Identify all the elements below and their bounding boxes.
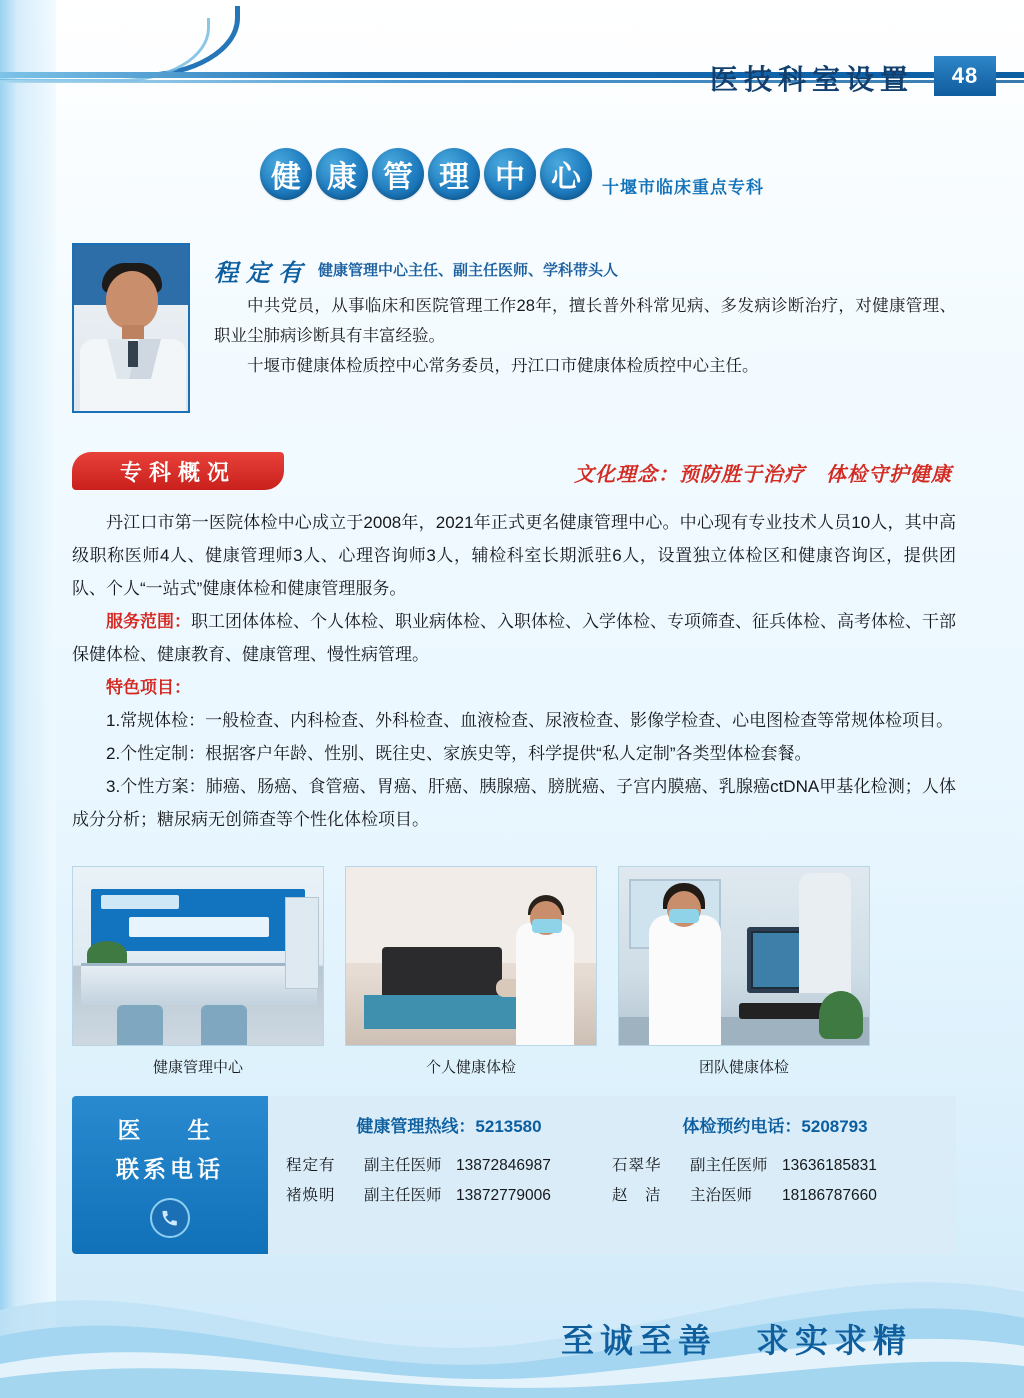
photo3-doctor-mask — [669, 909, 699, 923]
contact-row — [286, 1181, 612, 1211]
contact-label-line1: 医 生 — [117, 1118, 223, 1144]
photo1-counter — [81, 963, 317, 1005]
service-scope-text: 职工团体体检、个人体检、职业病体检、入职体检、入学体检、专项筛查、征兵体检、高考体检、干部保健体检、健康教育、健康管理、慢性病管理。 — [72, 612, 956, 664]
photo1-sign-text — [129, 917, 269, 937]
footer-motto: 至诚至善 求实求精 — [561, 1321, 912, 1360]
photo2-nurse-mask — [532, 919, 562, 933]
hotline-health-management: 健康管理热线：5213580 — [356, 1117, 542, 1136]
title-subtitle: 十堰市临床重点专科 — [602, 178, 764, 197]
header-section-title: 医技科室设置 — [709, 63, 914, 96]
feature-item: 1.常规体检：一般检查、内科检查、外科检查、血液检查、尿液检查、影像学检查、心电图检查等常规体检项目。 — [106, 711, 954, 730]
title-bubble: 康 — [316, 148, 368, 200]
title-bubble: 中 — [484, 148, 536, 200]
contact-phone: 18186787660 — [782, 1187, 877, 1204]
left-decorative-band-inner — [0, 0, 16, 1398]
doctor-bio-paragraph-1: 中共党员，从事临床和医院管理工作28年，擅长普外科常见病、多发病诊断治疗，对健康管理、职业尘肺病诊断具有丰富经验。 — [214, 297, 956, 345]
contact-row — [286, 1151, 612, 1181]
culture-slogan: 文化理念：预防胜于治疗 体检守护健康 — [574, 462, 952, 486]
contact-title: 主治医师 — [690, 1187, 753, 1204]
contact-name: 褚焕明 — [286, 1187, 336, 1204]
photo-item — [618, 866, 870, 1077]
photo2-nurse-body — [516, 923, 574, 1046]
photo3-plant — [819, 991, 863, 1039]
contact-column-left — [286, 1151, 612, 1211]
photo-caption: 团队健康体检 — [698, 1059, 789, 1076]
service-scope-paragraph — [72, 605, 956, 671]
contact-name: 赵 洁 — [612, 1187, 662, 1204]
hotline-appointment: 体检预约电话：5208793 — [682, 1117, 868, 1136]
contact-title: 副主任医师 — [364, 1187, 442, 1204]
contact-title: 副主任医师 — [364, 1157, 442, 1174]
contact-row — [612, 1151, 938, 1181]
doctor-bio-paragraph-2: 十堰市健康体检质控中心常务委员，丹江口市健康体检质控中心主任。 — [247, 357, 759, 375]
contact-title: 副主任医师 — [690, 1157, 768, 1174]
photo3-doctor-body — [649, 915, 721, 1046]
photo1-stool — [117, 1005, 163, 1045]
title-bubble: 心 — [540, 148, 592, 200]
feature-item: 3.个性方案：肺癌、肠癌、食管癌、胃癌、肝癌、胰腺癌、膀胱癌、子宫内膜癌、乳腺癌ctDNA甲基化检测；人体成分分析；糖尿病无创筛查等个性化体检项目。 — [72, 777, 956, 829]
photo1-stool — [201, 1005, 247, 1045]
photo-caption: 健康管理中心 — [152, 1059, 243, 1076]
doctor-portrait-photo — [72, 243, 190, 413]
photo1-door — [285, 897, 319, 989]
title-bubble: 健 — [260, 148, 312, 200]
footer-wave-decoration — [0, 1218, 1024, 1398]
overview-body — [72, 506, 956, 836]
photo-team-exam — [618, 866, 870, 1046]
contact-column-right — [612, 1151, 938, 1211]
title-bubble: 理 — [428, 148, 480, 200]
bubble-title — [260, 148, 592, 200]
portrait-tie-shape — [128, 341, 138, 367]
photo-item — [345, 866, 597, 1077]
portrait-face-shape — [106, 271, 158, 329]
doctor-name: 程定有 — [214, 258, 310, 287]
contact-phone: 13872846987 — [456, 1157, 551, 1174]
doctor-role: 健康管理中心主任、副主任医师、学科带头人 — [318, 262, 619, 279]
page-number-badge: 48 — [934, 56, 996, 96]
main-title-block — [0, 148, 1024, 200]
contact-name: 石翠华 — [612, 1157, 662, 1174]
overview-intro: 丹江口市第一医院体检中心成立于2008年，2021年正式更名健康管理中心。中心现有专业技术人员10人，其中高级职称医师4人、健康管理师3人、心理咨询师3人，辅检科室长期派驻6人，设置独立体检区和健康咨询区，提供团队、个人“一站式”健康体检和健康管理服务。 — [72, 513, 956, 598]
photo-reception-desk — [72, 866, 324, 1046]
photo-item — [72, 866, 324, 1077]
contact-row — [612, 1181, 938, 1211]
service-scope-label: 服务范围： — [106, 612, 191, 631]
feature-item: 2.个性定制：根据客户年龄、性别、既往史、家族史等，科学提供“私人定制”各类型体检套餐。 — [106, 744, 812, 763]
photo-individual-exam — [345, 866, 597, 1046]
feature-label: 特色项目： — [106, 678, 191, 697]
photo3-second-person — [799, 873, 851, 993]
contact-phone: 13636185831 — [782, 1157, 877, 1174]
feature-label-paragraph — [72, 671, 956, 704]
contact-label-line2: 联系电话 — [116, 1157, 224, 1183]
photo1-sign-logo — [101, 895, 179, 909]
contact-phone: 13872779006 — [456, 1187, 551, 1204]
contact-name: 程定有 — [286, 1157, 336, 1174]
contact-columns — [286, 1151, 938, 1211]
page-header — [0, 0, 1024, 120]
title-bubble: 管 — [372, 148, 424, 200]
photo-caption: 个人健康体检 — [425, 1059, 516, 1076]
hotline-row — [286, 1112, 938, 1137]
section-banner-overview: 专科概况 — [72, 452, 284, 490]
photo-gallery — [72, 866, 956, 1077]
